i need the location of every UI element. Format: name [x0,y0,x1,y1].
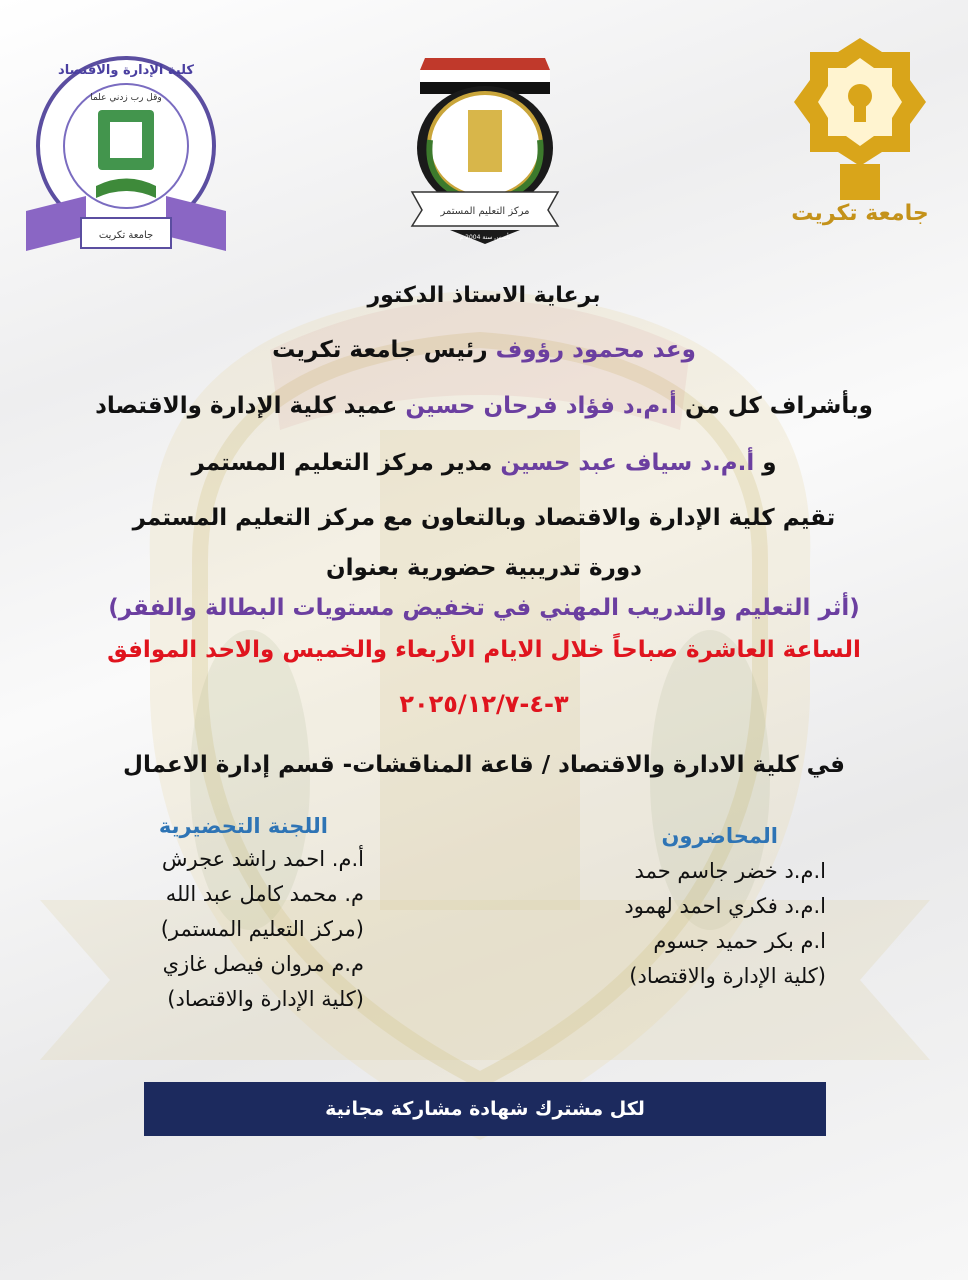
supervision-prefix: وبأشراف كل من [684,393,873,419]
schedule-line: الساعة العاشرة صباحاً خلال الايام الأربعاء والخميس والاحد الموافق [107,637,861,663]
svg-text:كلية الإدارة والاقتصاد: كلية الإدارة والاقتصاد [58,63,194,78]
svg-text:مركز التعليم المستمر: مركز التعليم المستمر [440,206,530,217]
center-emblem [400,40,570,245]
committee-list [159,814,364,1017]
dean-title: عميد كلية الإدارة والاقتصاد [95,393,398,419]
course-type-line: دورة تدريبية حضورية بعنوان [326,555,642,581]
and-connector: و [762,450,777,476]
lecturers-heading: المحاضرون [661,824,778,848]
director-name: أ.م.د سياف عبد حسين [500,450,755,476]
lecturer-item: ا.م.د فكري احمد لهمود [624,894,826,918]
dean-name: أ.م.د فؤاد فرحان حسين [405,393,677,419]
course-title: (أثر التعليم والتدريب المهني في تخفيض مستويات البطالة والفقر) [108,595,860,621]
director-title: مدير مركز التعليم المستمر [191,450,493,476]
lecturers-list [624,824,826,994]
lecturer-item: (كلية الإدارة والاقتصاد) [629,964,826,988]
patronage-line: برعاية الاستاذ الدكتور [367,283,601,308]
committee-member: (كلية الإدارة والاقتصاد) [167,987,364,1011]
president-line [0,337,968,363]
lecturer-item: ا.م.د خضر جاسم حمد [634,859,826,883]
committee-member: م. محمد كامل عبد الله [165,882,364,906]
college-logo-university: جامعة تكريت [98,230,154,241]
university-logo-text: جامعة تكريت [791,201,929,226]
committee-member: (مركز التعليم المستمر) [160,917,364,941]
dates-line: ٣-٤-٢٠٢٥/١٢/٧ [399,690,569,718]
supervision-line [0,393,968,419]
president-title: رئيس جامعة تكريت [272,337,488,363]
president-name: وعد محمود رؤوف [495,337,696,363]
university-logo [770,34,950,234]
organizer-line: تقيم كلية الإدارة والاقتصاد وبالتعاون مع مركز التعليم المستمر [132,505,836,531]
certificate-banner [144,1082,826,1136]
certificate-banner-text: لكل مشترك شهادة مشاركة مجانية [325,1098,645,1120]
committee-heading: اللجنة التحضيرية [158,814,328,838]
committee-member: أ.م. احمد راشد عجرش [161,847,364,871]
venue-line: في كلية الادارة والاقتصاد / قاعة المناقشات- قسم إدارة الاعمال [123,752,845,778]
svg-text:وقل رب زدني علما: وقل رب زدني علما [90,93,162,103]
committee-member: م.م مروان فيصل غازي [162,952,364,976]
director-line [0,450,968,476]
svg-text:تأسس سنة 2004 م: تأسس سنة 2004 م [459,234,511,241]
lecturer-item: ا.م بكر حميد جسوم [653,929,826,953]
college-logo [26,36,226,266]
